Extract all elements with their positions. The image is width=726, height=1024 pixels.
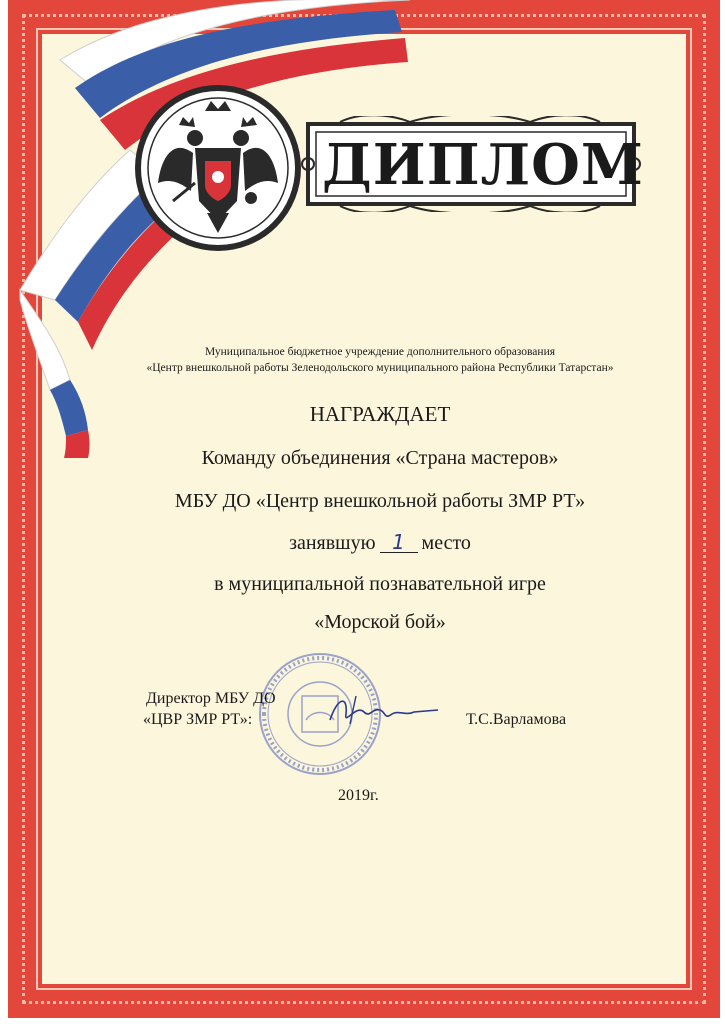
organization-line-1: Муниципальное бюджетное учреждение дополнительного образования (204, 346, 556, 358)
awards-heading: НАГРАЖДАЕТ (309, 402, 451, 426)
place-number: 1 (380, 532, 418, 553)
director-signature (326, 690, 442, 732)
recipient-line-1: Команду объединения «Страна мастеров» (201, 447, 559, 469)
russian-flag-ribbon (0, 0, 726, 460)
place-prefix: занявшую (289, 532, 376, 554)
signer-title-line-2: «ЦВР ЗМР РТ»: (143, 711, 253, 728)
signer-name: Т.С.Варламова (466, 711, 567, 728)
place-line (80, 532, 680, 555)
place-suffix: место (421, 532, 471, 554)
signer-title-line-1: Директор МБУ ДО (146, 690, 276, 707)
event-title: «Морской бой» (314, 611, 446, 633)
recipient-line-2: МБУ ДО «Центр внешкольной работы ЗМР РТ» (174, 490, 586, 512)
event-line-1: в муниципальной познавательной игре (214, 573, 546, 595)
diploma-title: ДИПЛОМ (322, 132, 644, 198)
issue-year: 2019г. (338, 787, 379, 804)
coat-of-arms-emblem (133, 83, 303, 253)
organization-line-2: «Центр внешкольной работы Зеленодольского муниципального района Республики Татарстан» (146, 362, 614, 374)
